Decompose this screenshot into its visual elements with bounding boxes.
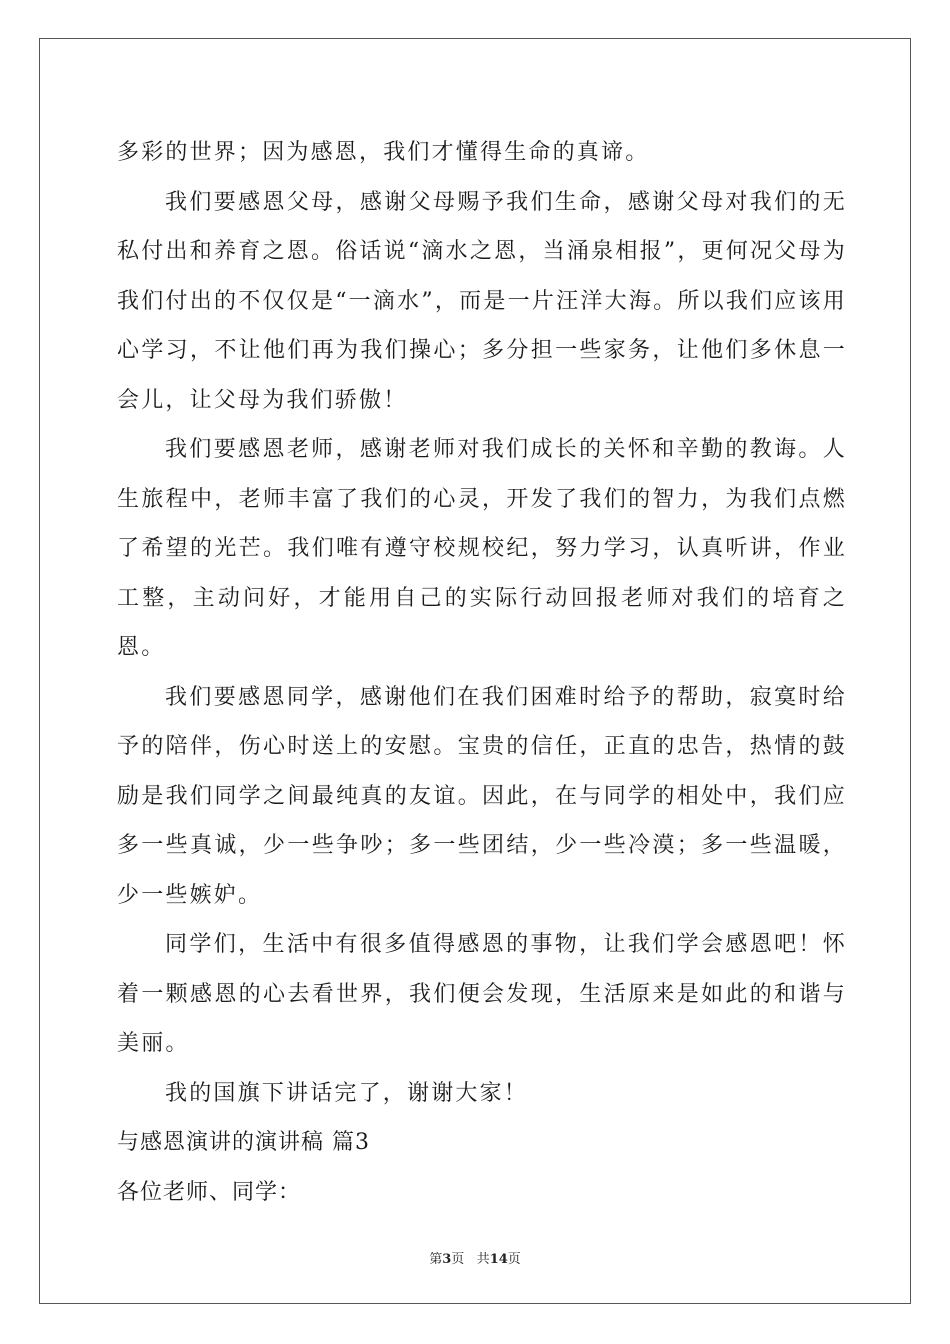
paragraph: 我们要感恩父母，感谢父母赐予我们生命，感谢父母对我们的无私付出和养育之恩。俗话说“滴水之恩，当涌泉相报”，更何况父母为我们付出的不仅仅是“一滴水”，而是一片汪洋大海。所以我们应该用心学习，不让他们再为我们操心；多分担一些家务，让他们多休息一会儿，让父母为我们骄傲！ [117, 189, 847, 413]
paragraph: 同学们，生活中有很多值得感恩的事物，让我们学会感恩吧！怀着一颗感恩的心去看世界，我们便会发现，生活原来是如此的和谐与美丽。 [117, 932, 847, 1056]
page-prefix: 第 [429, 1252, 443, 1267]
page-suffix: 页 [451, 1252, 465, 1267]
paragraph: 多彩的世界；因为感恩，我们才懂得生命的真谛。 [117, 140, 650, 165]
paragraph: 我们要感恩同学，感谢他们在我们困难时给予的帮助，寂寞时给予的陪伴，伤心时送上的安慰。宝贵的信任，正直的忠告，热情的鼓励是我们同学之间最纯真的友谊。因此，在与同学的相处中，我们应多一些真诚，少一些争吵；多一些团结，少一些冷漠；多一些温暖，少一些嫉妒。 [117, 684, 847, 908]
salutation: 各位老师、同学： [117, 1179, 302, 1205]
paragraph: 我的国旗下讲话完了，谢谢大家！ [165, 1080, 529, 1106]
total-pages: 14 [489, 1252, 508, 1267]
total-suffix: 页 [507, 1252, 521, 1267]
total-prefix: 共 [476, 1252, 490, 1267]
section-heading: 与感恩演讲的演讲稿 篇3 [117, 1130, 370, 1155]
page-number: 3 [442, 1252, 452, 1267]
paragraph: 我们要感恩老师，感谢老师对我们成长的关怀和辛勤的教诲。人生旅程中，老师丰富了我们的心灵，开发了我们的智力，为我们点燃了希望的光芒。我们唯有遵守校规校纪，努力学习，认真听讲，作业工整，主动问好，才能用自己的实际行动回报老师对我们的培育之恩。 [117, 437, 847, 660]
document-body [117, 128, 847, 1217]
page-footer [0, 1248, 950, 1267]
